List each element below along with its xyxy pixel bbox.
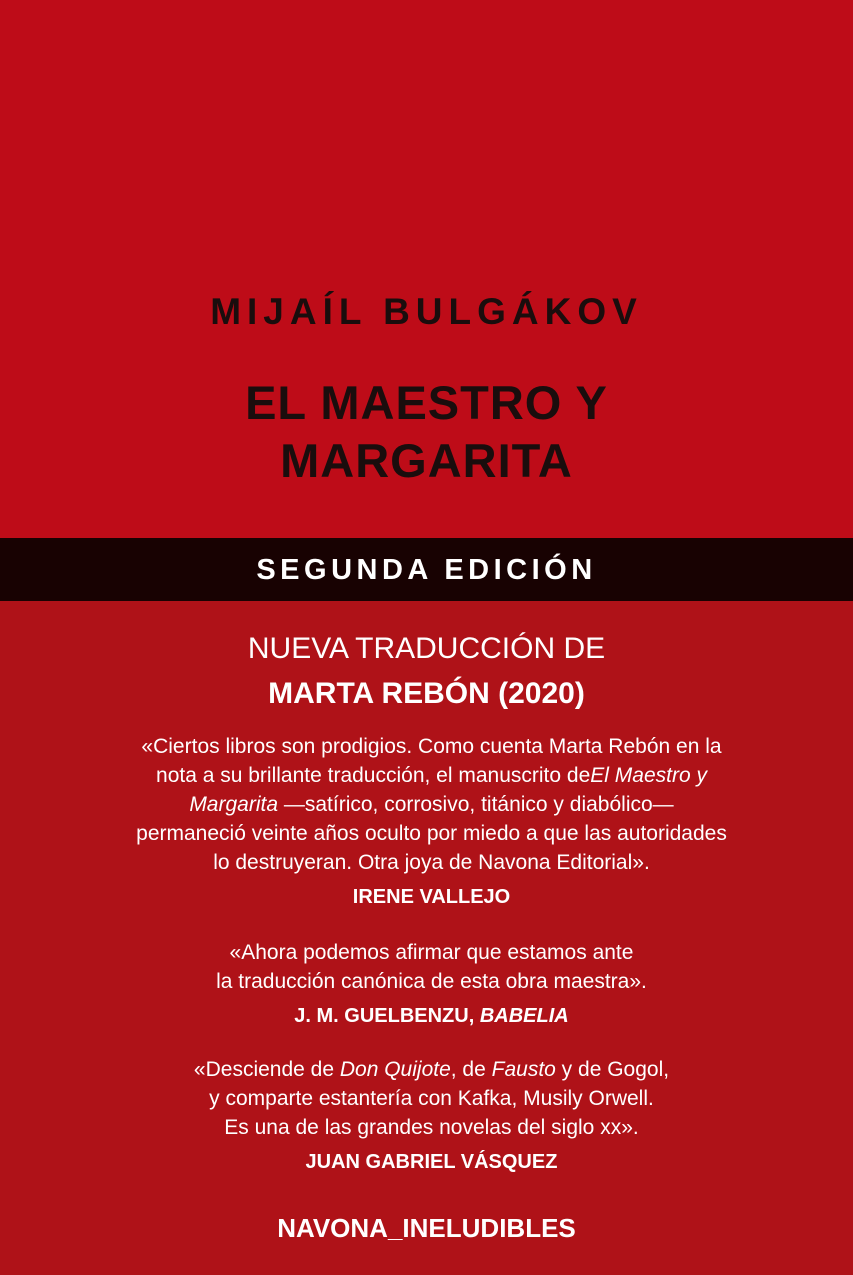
quote-book-title: Don Quijote	[339, 1058, 451, 1081]
quote-line: y comparte estantería con Kafka, Musily Orwell.	[209, 1087, 654, 1110]
edition-label: SEGUNDA EDICIÓN	[256, 553, 597, 586]
quote-line: la traducción canónica de esta obra maestra».	[216, 970, 647, 993]
translation-credit	[0, 626, 853, 716]
quote-line: permaneció veinte años oculto por miedo a que las autoridades	[136, 822, 727, 845]
quote-book-title: Margarita	[189, 793, 279, 816]
quote-line	[50, 1055, 813, 1084]
quote-text: —satírico, corrosivo, titánico y diabólico—	[278, 793, 674, 816]
quote-line: lo destruyeran. Otra joya de Navona Editorial».	[213, 851, 650, 874]
book-title-line-2: MARGARITA	[280, 434, 573, 487]
publisher-collection: NAVONA_INELUDIBLES	[277, 1213, 576, 1243]
quote-line	[50, 790, 813, 819]
attribution-name: J. M. GUELBENZU,	[294, 1005, 480, 1027]
quote-text: , de	[450, 1058, 492, 1081]
translation-line-2: MARTA REBÓN (2020)	[268, 677, 585, 710]
blurb-quote-2	[50, 938, 813, 1031]
translation-line-1: NUEVA TRADUCCIÓN DE	[247, 632, 606, 665]
quote-attribution: JUAN GABRIEL VÁSQUEZ	[305, 1151, 558, 1173]
quote-line	[50, 761, 813, 790]
quote-text: y de Gogol,	[555, 1058, 670, 1081]
quote-text: nota a su brillante traducción, el manuscrito de	[156, 764, 591, 787]
quote-line: «Ciertos libros son prodigios. Como cuenta Marta Rebón en la	[141, 735, 722, 758]
quote-book-title: Fausto	[491, 1058, 556, 1081]
book-title-line-1: EL MAESTRO Y	[245, 376, 608, 429]
quote-attribution	[50, 1002, 813, 1031]
edition-band	[0, 538, 853, 601]
quote-attribution: IRENE VALLEJO	[352, 886, 511, 908]
attribution-source: BABELIA	[479, 1005, 569, 1027]
book-title	[0, 374, 853, 490]
quote-line: «Ahora podemos afirmar que estamos ante	[229, 941, 634, 964]
quote-book-title: El Maestro y	[590, 764, 707, 787]
author-name: MIJAÍL BULGÁKOV	[210, 291, 643, 332]
blurb-quote-3	[50, 1055, 813, 1177]
quote-line: Es una de las grandes novelas del siglo xx».	[224, 1116, 639, 1139]
blurb-quote-1	[50, 732, 813, 912]
cover-top-section	[0, 0, 853, 538]
quote-text: «Desciende de	[193, 1058, 340, 1081]
